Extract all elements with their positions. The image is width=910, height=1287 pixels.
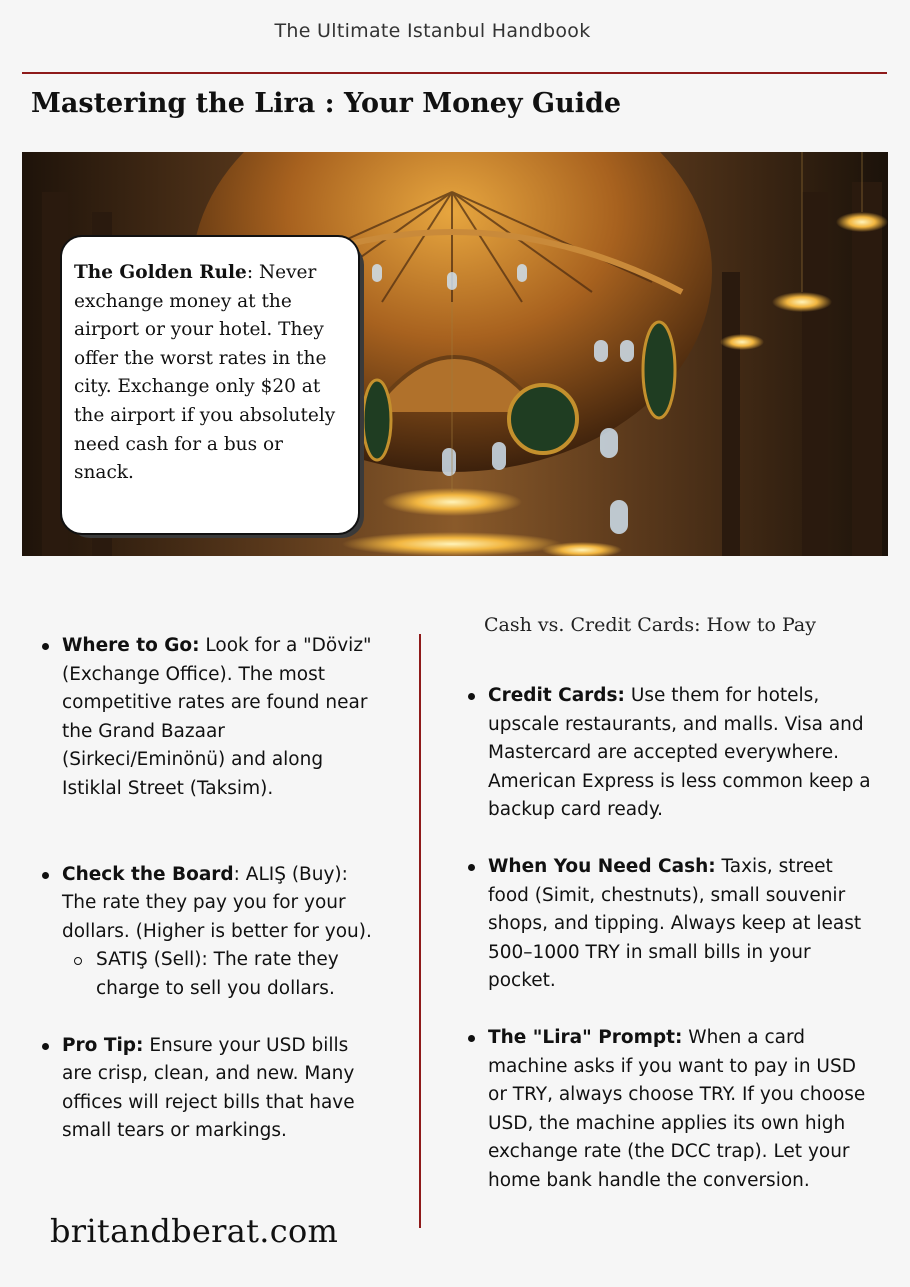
callout-text: : Never exchange money at the airport or your hotel. They offer the worst rates in the city. Exchange only $20 at the airport if you absolutely need cash for a bus or snack. — [74, 262, 336, 484]
page-title: Mastering the Lira : Your Money Guide — [31, 88, 622, 119]
item-lead: When You Need Cash: — [488, 855, 716, 877]
right-column — [462, 614, 872, 1196]
list-item — [36, 632, 376, 804]
item-lead: Pro Tip: — [62, 1034, 144, 1056]
item-text: Use them for hotels, upscale restaurants, and malls. Visa and Mastercard are accepted everywhere. American Express is less common keep a backup card ready. — [488, 685, 871, 821]
list-item — [462, 853, 872, 996]
handbook-title: The Ultimate Istanbul Handbook — [274, 20, 591, 42]
header-divider — [22, 72, 887, 74]
item-text: Look for a "Döviz" (Exchange Office). The most competitive rates are found near the Grand Bazaar (Sirkeci/Eminönü) and along Istiklal Street (Taksim). — [62, 635, 372, 799]
item-text: Ensure your USD bills are crisp, clean, and new. Many offices will reject bills that have small tears or markings. — [62, 1034, 355, 1142]
column-divider — [419, 634, 421, 1228]
item-lead: The "Lira" Prompt: — [488, 1026, 683, 1048]
list-item — [462, 1024, 872, 1196]
list-item — [36, 861, 376, 1004]
item-lead: Credit Cards: — [488, 685, 625, 706]
item-text: When a card machine asks if you want to pay in USD or TRY, always choose TRY. If you choose USD, the machine applies its own high exchange rate (the DCC trap). Let your home bank handle the conversion. — [488, 1026, 866, 1191]
sub-list-item: SATIŞ (Sell): The rate they charge to sell you dollars. — [62, 946, 376, 1003]
website-footer: britandberat.com — [50, 1212, 339, 1250]
item-text: Taxis, street food (Simit, chestnuts), small souvenir shops, and tipping. Always keep at least 500–1000 TRY in small bills in your pocket. — [488, 855, 862, 992]
section-heading: Cash vs. Credit Cards: How to Pay — [484, 614, 816, 636]
list-item — [36, 1032, 376, 1146]
list-item — [462, 682, 872, 825]
left-column — [36, 632, 376, 1146]
callout-lead: The Golden Rule — [74, 262, 247, 283]
item-lead: Where to Go: — [62, 635, 200, 656]
golden-rule-callout — [60, 235, 360, 535]
item-lead: Check the Board — [62, 863, 234, 885]
item-text: : ALIŞ (Buy): The rate they pay you for your dollars. (Higher is better for you). — [62, 863, 372, 942]
